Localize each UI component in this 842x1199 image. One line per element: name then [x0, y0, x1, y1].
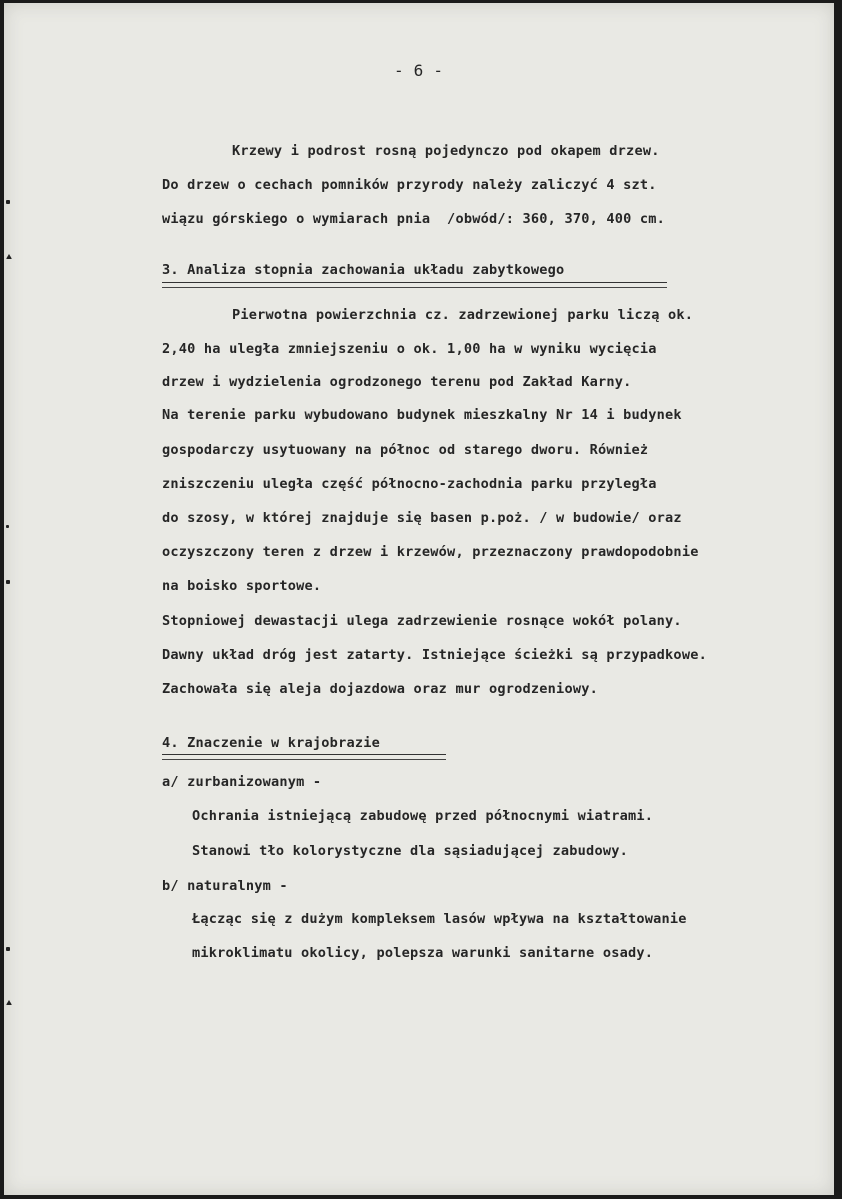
s4-a-label: a/ zurbanizowanym -: [162, 774, 322, 790]
s3-line-7: do szosy, w której znajduje się basen p.poż. / w budowie/ oraz: [162, 510, 682, 526]
intro-line-3: wiązu górskiego o wymiarach pnia /obwód/: 360, 370, 400 cm.: [162, 211, 666, 227]
s4-b-line-1: Łącząc się z dużym kompleksem lasów wpływa na kształtowanie: [192, 911, 687, 927]
section-3-underline-double: [162, 287, 667, 288]
s4-b-line-2: mikroklimatu okolicy, polepsza warunki sanitarne osady.: [192, 945, 654, 961]
margin-mark: [6, 1000, 12, 1005]
margin-dot: [6, 947, 10, 951]
s3-line-3: drzew i wydzielenia ogrodzonego terenu pod Zakład Karny.: [162, 374, 632, 390]
s3-line-9: na boisko sportowe.: [162, 578, 322, 594]
margin-dot: [6, 525, 9, 528]
s4-b-label: b/ naturalnym -: [162, 878, 288, 894]
section-3-heading: 3. Analiza stopnia zachowania układu zabytkowego: [162, 262, 565, 278]
intro-line-1: Krzewy i podrost rosną pojedynczo pod okapem drzew.: [232, 143, 660, 159]
s3-line-12: Zachowała się aleja dojazdowa oraz mur ogrodzeniowy.: [162, 681, 598, 697]
typewritten-page: [4, 3, 834, 1195]
page-number: - 6 -: [394, 61, 444, 80]
section-4-heading: 4. Znaczenie w krajobrazie: [162, 735, 380, 751]
s3-line-6: zniszczeniu uległa część północno-zachodnia parku przyległa: [162, 476, 657, 492]
s3-line-11: Dawny układ dróg jest zatarty. Istniejące ścieżki są przypadkowe.: [162, 647, 707, 663]
s3-line-10: Stopniowej dewastacji ulega zadrzewienie rosnące wokół polany.: [162, 613, 682, 629]
section-3-underline: [162, 282, 667, 283]
s4-a-line-2: Stanowi tło kolorystyczne dla sąsiadującej zabudowy.: [192, 843, 628, 859]
s3-line-4: Na terenie parku wybudowano budynek mieszkalny Nr 14 i budynek: [162, 407, 682, 423]
section-4-underline: [162, 754, 446, 755]
s4-a-line-1: Ochrania istniejącą zabudowę przed północnymi wiatrami.: [192, 808, 654, 824]
margin-dot: [6, 200, 10, 204]
margin-dot: [6, 580, 10, 584]
s3-line-5: gospodarczy usytuowany na północ od starego dworu. Również: [162, 442, 649, 458]
s3-line-8: oczyszczony teren z drzew i krzewów, przeznaczony prawdopodobnie: [162, 544, 699, 560]
s3-line-1: Pierwotna powierzchnia cz. zadrzewionej parku liczą ok.: [232, 307, 694, 323]
section-4-underline-double: [162, 759, 446, 760]
s3-line-2: 2,40 ha uległa zmniejszeniu o ok. 1,00 ha w wyniku wycięcia: [162, 341, 657, 357]
intro-line-2: Do drzew o cechach pomników przyrody należy zaliczyć 4 szt.: [162, 177, 657, 193]
margin-mark: [6, 254, 12, 259]
